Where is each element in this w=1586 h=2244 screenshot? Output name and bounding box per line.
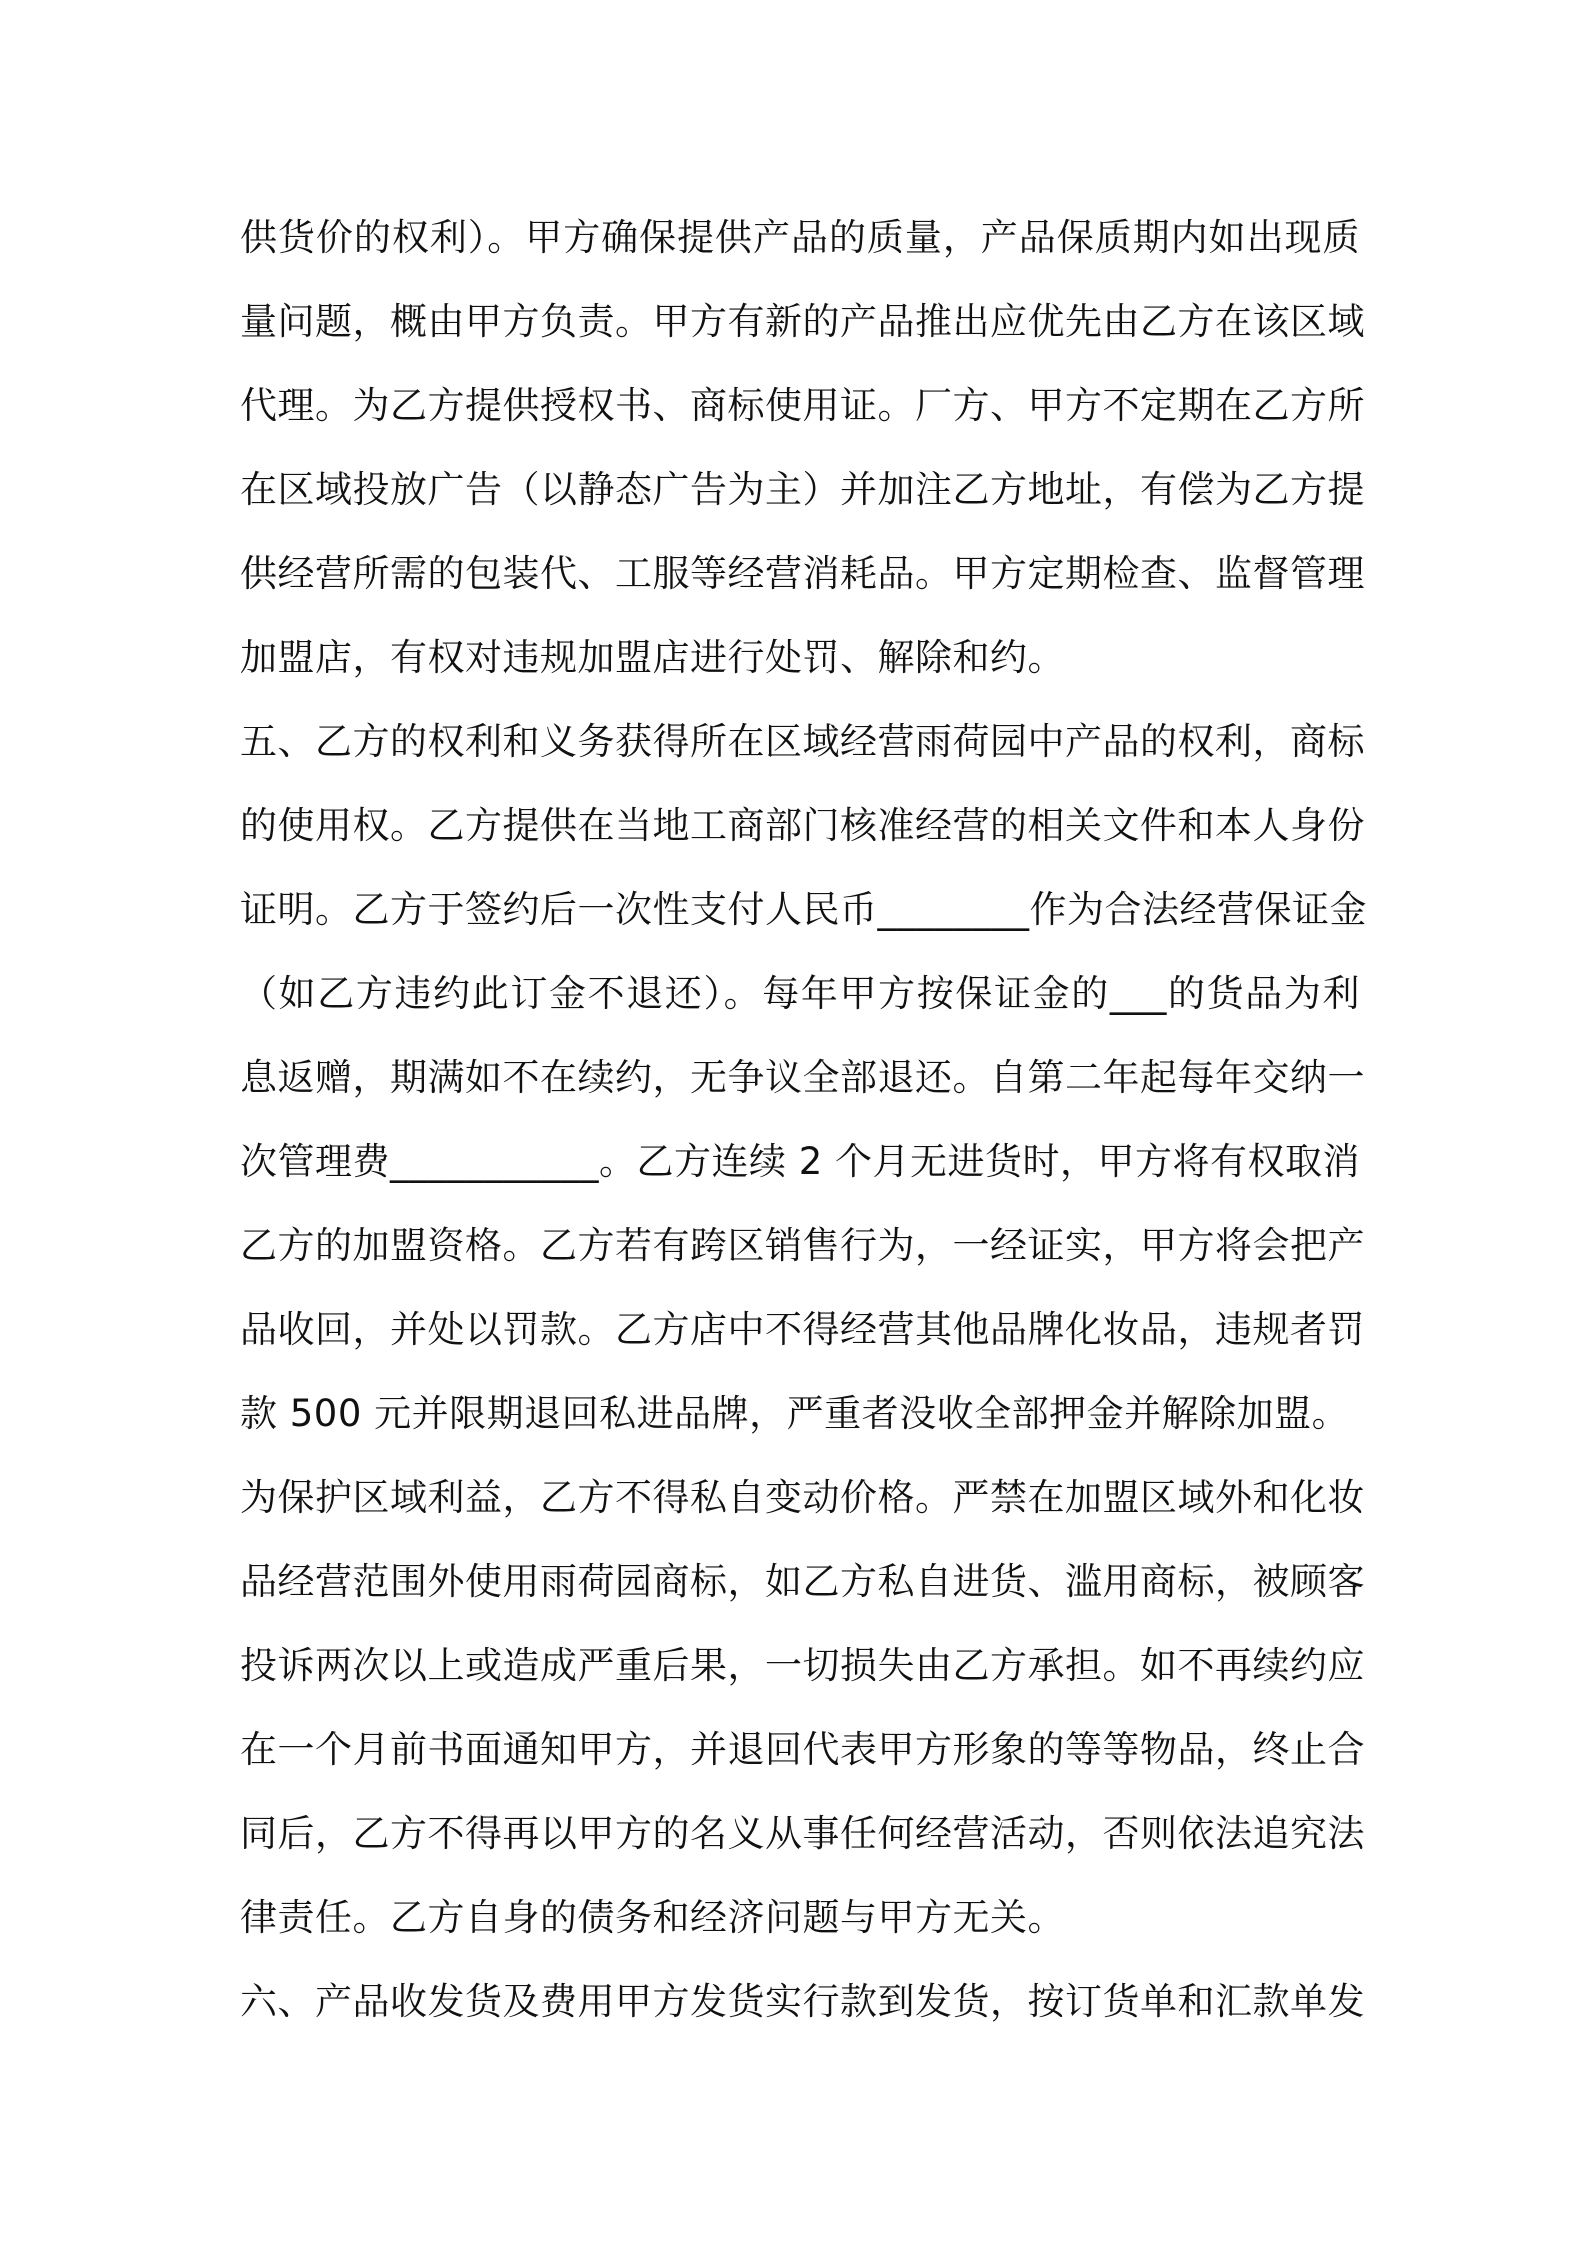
text-line: 供货价的权利）。甲方确保提供产品的质量，产品保质期内如出现质 <box>240 216 1360 259</box>
text-line: 律责任。乙方自身的债务和经济问题与甲方无关。 <box>240 1896 1065 1939</box>
text-line: 品收回，并处以罚款。乙方店中不得经营其他品牌化妆品，违规者罚 <box>240 1308 1365 1351</box>
body-text <box>240 196 1367 2044</box>
text-line: 证明。乙方于签约后一次性支付人民币________作为合法经营保证金 <box>240 888 1367 931</box>
text-line: 的使用权。乙方提供在当地工商部门核准经营的相关文件和本人身份 <box>240 804 1365 847</box>
text-line: 投诉两次以上或造成严重后果，一切损失由乙方承担。如不再续约应 <box>240 1644 1365 1687</box>
text-line: 为保护区域利益，乙方不得私自变动价格。严禁在加盟区域外和化妆 <box>240 1476 1365 1519</box>
text-line: 款 500 元并限期退回私进品牌，严重者没收全部押金并解除加盟。 <box>240 1392 1350 1435</box>
text-line: 息返赠，期满如不在续约，无争议全部退还。自第二年起每年交纳一 <box>240 1056 1365 1099</box>
text-line: 供经营所需的包装代、工服等经营消耗品。甲方定期检查、监督管理 <box>240 552 1365 595</box>
text-line: 加盟店，有权对违规加盟店进行处罚、解除和约。 <box>240 636 1065 679</box>
text-line: 同后，乙方不得再以甲方的名义从事任何经营活动，否则依法追究法 <box>240 1812 1365 1855</box>
text-line: 次管理费___________。乙方连续 2 个月无进货时，甲方将有权取消 <box>240 1140 1361 1183</box>
text-line: 五、乙方的权利和义务获得所在区域经营雨荷园中产品的权利，商标 <box>240 720 1365 763</box>
text-line: 乙方的加盟资格。乙方若有跨区销售行为，一经证实，甲方将会把产 <box>240 1224 1365 1267</box>
text-line: （如乙方违约此订金不退还）。每年甲方按保证金的___的货品为利 <box>240 972 1360 1015</box>
text-line: 品经营范围外使用雨荷园商标，如乙方私自进货、滥用商标，被顾客 <box>240 1560 1365 1603</box>
text-line: 在一个月前书面通知甲方，并退回代表甲方形象的等等物品，终止合 <box>240 1728 1365 1771</box>
text-line: 六、产品收发货及费用甲方发货实行款到发货，按订货单和汇款单发 <box>240 1980 1365 2023</box>
text-line: 代理。为乙方提供授权书、商标使用证。厂方、甲方不定期在乙方所 <box>240 384 1365 427</box>
text-line: 在区域投放广告（以静态广告为主）并加注乙方地址，有偿为乙方提 <box>240 468 1365 511</box>
text-line: 量问题，概由甲方负责。甲方有新的产品推出应优先由乙方在该区域 <box>240 300 1365 343</box>
